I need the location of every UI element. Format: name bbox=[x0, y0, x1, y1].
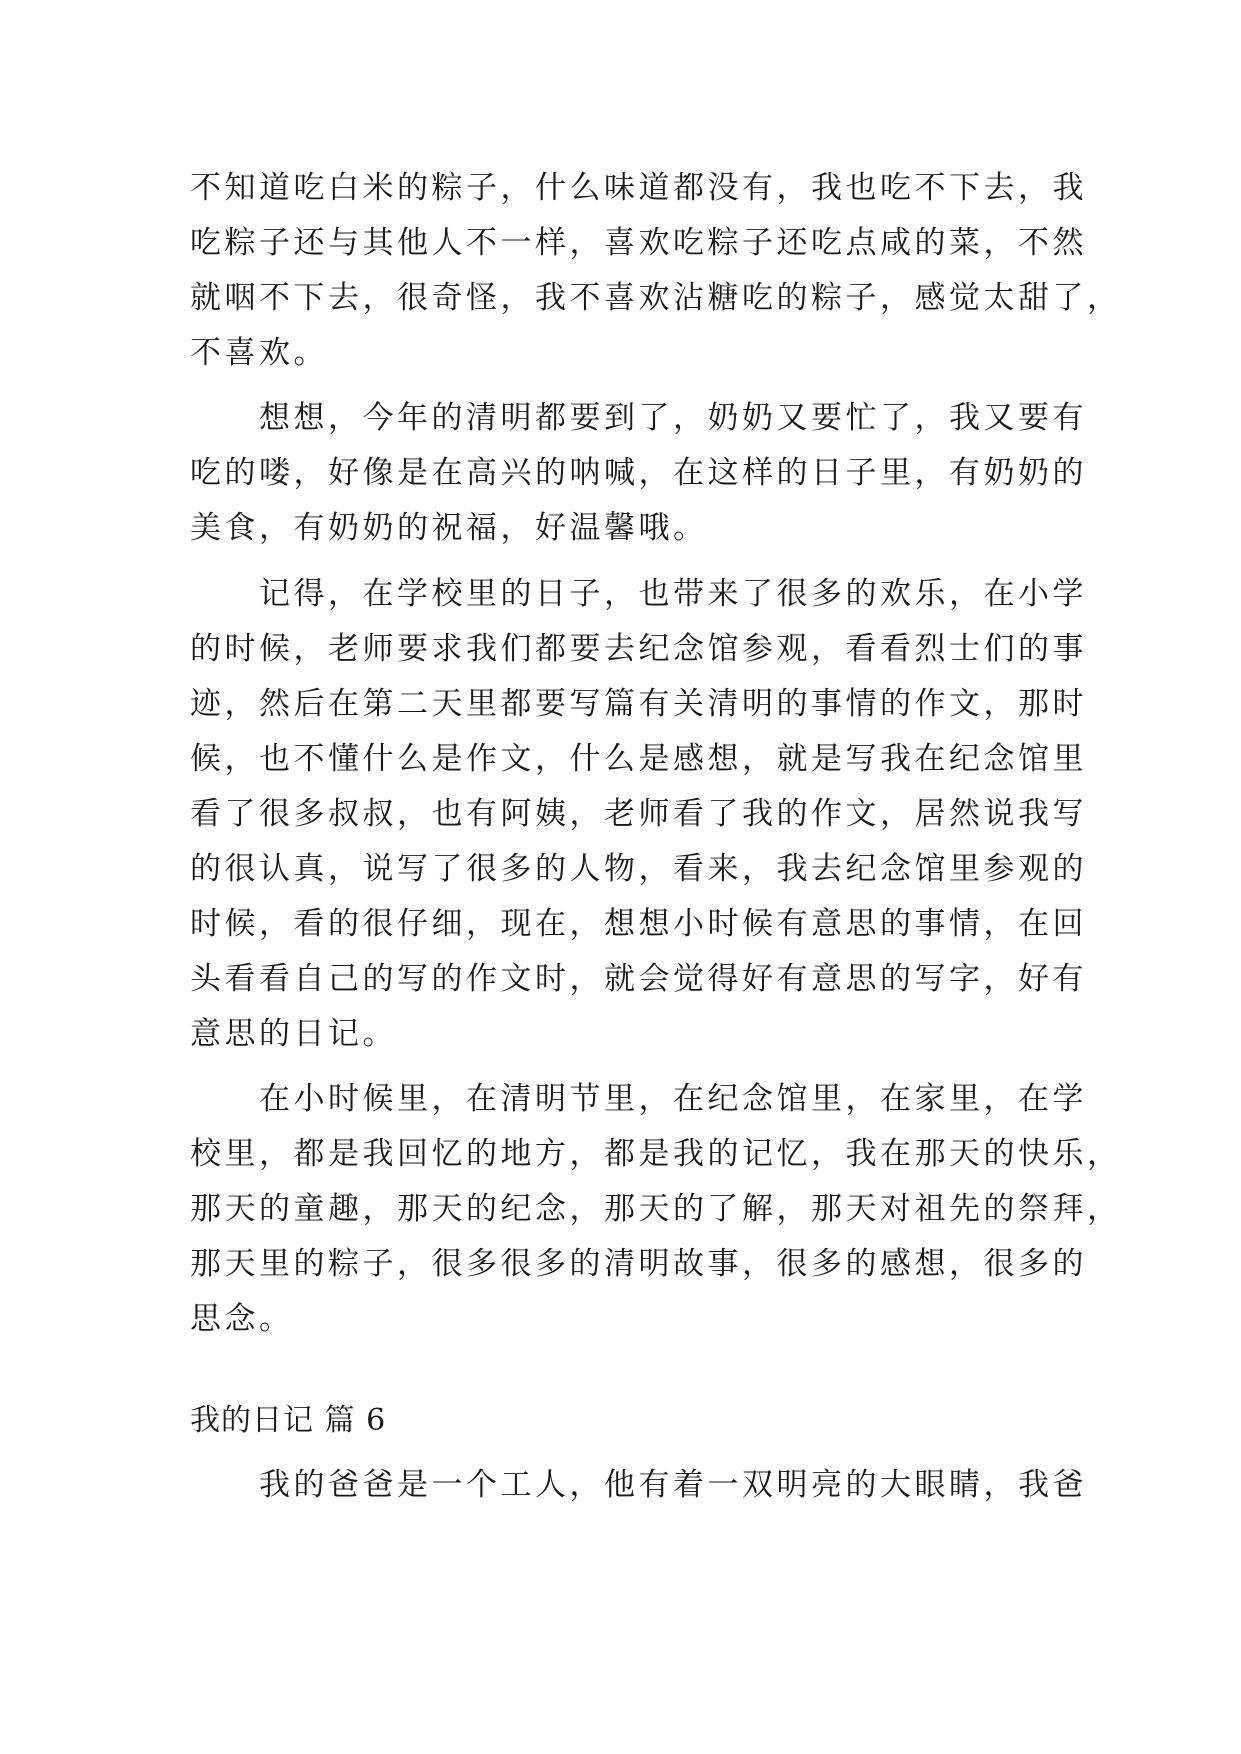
body-text-line: 我的爸爸是一个工人，他有着一双明亮的大眼睛，我爸 bbox=[190, 1467, 1087, 1503]
body-text-line: 吃粽子还与其他人不一样，喜欢吃粽子还吃点咸的菜，不然 bbox=[190, 225, 1087, 261]
body-text-line: 的很认真，说写了很多的人物，看来，我去纪念馆里参观的 bbox=[190, 851, 1087, 887]
body-text-line: 那天里的粽子，很多很多的清明故事，很多的感想，很多的 bbox=[190, 1246, 1087, 1282]
body-text-line: 记得，在学校里的日子，也带来了很多的欢乐，在小学 bbox=[190, 576, 1087, 612]
section-heading: 我的日记 篇 6 bbox=[190, 1403, 387, 1438]
body-text-line: 吃的喽，好像是在高兴的呐喊，在这样的日子里，有奶奶的 bbox=[190, 455, 1087, 491]
body-text-line: 美食，有奶奶的祝福，好温馨哦。 bbox=[190, 510, 708, 546]
body-text-line: 候，也不懂什么是作文，什么是感想，就是写我在纪念馆里 bbox=[190, 741, 1087, 777]
body-text-line: 思念。 bbox=[190, 1301, 294, 1337]
body-text-line: 不知道吃白米的粽子，什么味道都没有，我也吃不下去，我 bbox=[190, 170, 1087, 206]
body-text-line: 迹，然后在第二天里都要写篇有关清明的事情的作文，那时 bbox=[190, 686, 1087, 722]
body-text-line: 的时候，老师要求我们都要去纪念馆参观，看看烈士们的事 bbox=[190, 631, 1087, 667]
body-text-line: 那天的童趣，那天的纪念，那天的了解，那天对祖先的祭拜， bbox=[190, 1191, 1122, 1227]
body-text-line: 想想，今年的清明都要到了，奶奶又要忙了，我又要有 bbox=[190, 400, 1087, 436]
body-text-line: 意思的日记。 bbox=[190, 1016, 397, 1052]
body-text-line: 校里，都是我回忆的地方，都是我的记忆，我在那天的快乐， bbox=[190, 1136, 1122, 1172]
body-text-line: 就咽不下去，很奇怪，我不喜欢沾糖吃的粽子，感觉太甜了， bbox=[190, 280, 1122, 316]
body-text-line: 看了很多叔叔，也有阿姨，老师看了我的作文，居然说我写 bbox=[190, 796, 1087, 832]
body-text-line: 不喜欢。 bbox=[190, 335, 328, 371]
body-text-line: 在小时候里，在清明节里，在纪念馆里，在家里，在学 bbox=[190, 1081, 1087, 1117]
body-text-line: 头看看自己的写的作文时，就会觉得好有意思的写字，好有 bbox=[190, 961, 1087, 997]
body-text-line: 时候，看的很仔细，现在，想想小时候有意思的事情，在回 bbox=[190, 906, 1087, 942]
